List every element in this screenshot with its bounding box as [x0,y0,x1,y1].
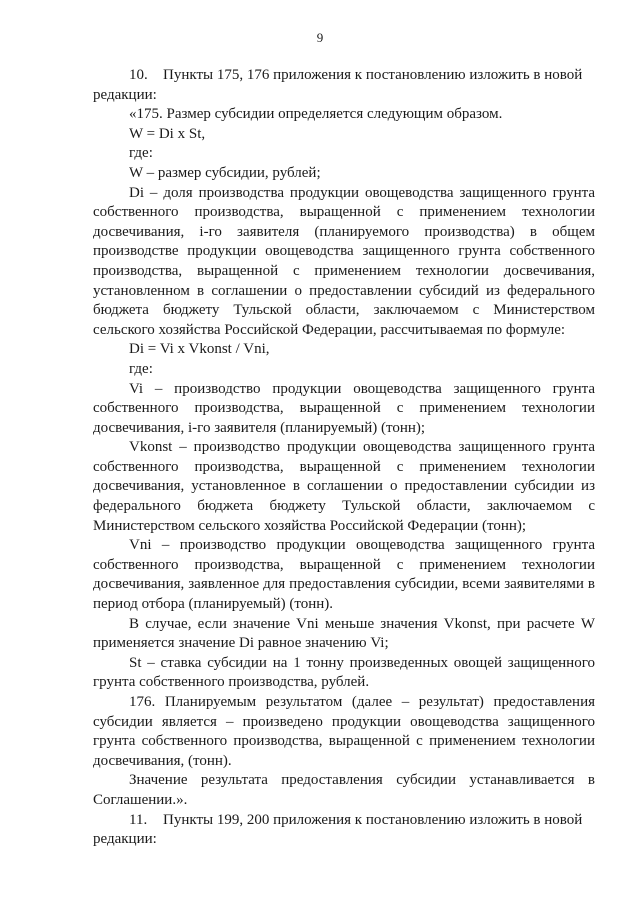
paragraph: St – ставка субсидии на 1 тонну произведенных овощей защищенного грунта собственного производства, рублей. [93,654,595,691]
document-body [93,66,595,850]
paragraph: Vkonst – производство продукции овощеводства защищенного грунта собственного производства, выращенной с применением технологии досвечивания, установленное в соглашении о предоставлении субсидии из федерального бюджета бюджету Тульской области, заключаемом с Министерством сельского хозяйства Российской Федерации (тонн); [93,439,595,534]
paragraph: Vni – производство продукции овощеводства защищенного грунта собственного производства, выращенной с применением технологии досвечивания, заявленное для предоставления субсидии, всеми заявителями в период отбора (планируемый) (тонн). [93,537,595,613]
paragraph-item-10 [93,66,595,105]
formula: Di = Vi x Vkonst / Vni, [129,341,270,358]
paragraph: Значение результата предоставления субсидии устанавливается в Соглашении.». [93,772,595,808]
item-text: Пункты 199, 200 приложения к постановлению изложить в новой редакции: [93,811,583,848]
paragraph: где: [129,145,153,162]
item-text: Пункты 175, 176 приложения к постановлению изложить в новой редакции: [93,67,583,103]
paragraph: «175. Размер субсидии определяется следующим образом. [129,106,503,123]
paragraph: В случае, если значение Vni меньше значения Vkonst, при расчете W применяется значение Di равное значению Vi; [93,615,595,652]
paragraph: Vi – производство продукции овощеводства защищенного грунта собственного производства, выращенной с применением технологии досвечивания, i-го заявителя (планируемый) (тонн); [93,380,595,436]
paragraph-item-11 [93,811,595,850]
paragraph: 176. Планируемым результатом (далее – результат) предоставления субсидии является – произведено продукции овощеводства защищенного грунта собственного производства, выращенной с применением технологии досвечивания, (тонн). [93,694,595,769]
paragraph: Di – доля производства продукции овощеводства защищенного грунта собственного производства, выращенной с применением технологии досвечивания, i-го заявителя (планируемого производства) в общем производстве продукции овощеводства защищенного грунта собственного производства, выращенной с применением технологии досвечивания, установленном в соглашении о предоставлении субсидий из федерального бюджета бюджету Тульской области, заключаемом с Министерством сельского хозяйства Российской Федерации, рассчитываемая по формуле: [93,184,595,338]
formula: W = Di x St, [129,125,206,142]
paragraph: W – размер субсидии, рублей; [129,164,321,181]
item-number: 11. [129,811,148,828]
page-number: 9 [316,30,324,45]
item-number: 10. [129,67,148,83]
paragraph: где: [129,360,153,377]
